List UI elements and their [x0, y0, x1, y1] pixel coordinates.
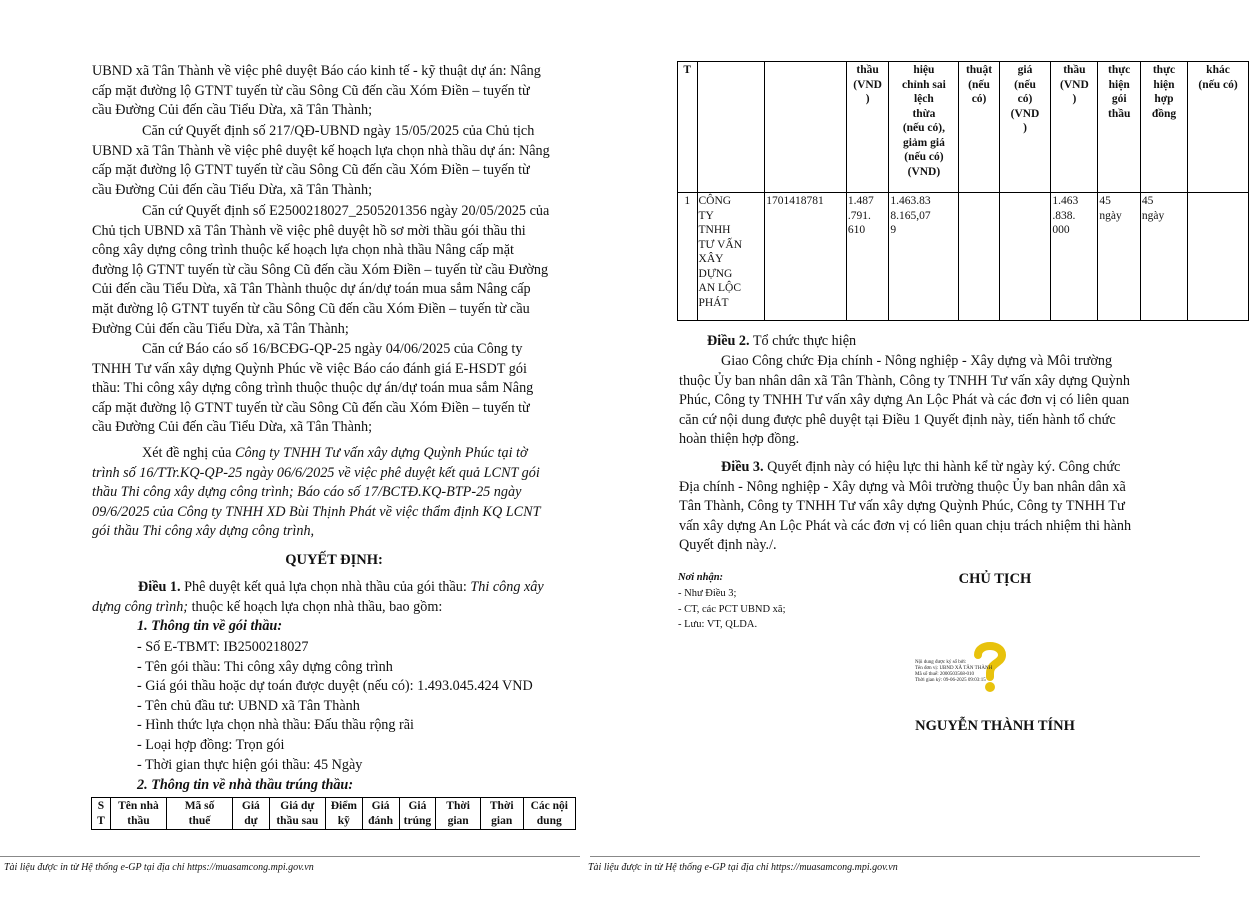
- text-line: hoàn thiện hợp đồng.: [679, 431, 800, 448]
- info-line: - Loại hợp đồng: Trọn gói: [137, 736, 285, 753]
- info-line: - Thời gian thực hiện gói thầu: 45 Ngày: [137, 756, 363, 773]
- table-cell: [999, 62, 1051, 193]
- article-1-label: Điều 1.: [138, 579, 181, 595]
- cell-line: thầu: [856, 64, 879, 76]
- cell-line: gian: [447, 814, 469, 827]
- cell-line: (nếu có): [904, 151, 944, 163]
- cell-line: (VND: [1010, 107, 1040, 120]
- cell-line: thầu: [1063, 64, 1086, 76]
- paragraph-basis-3: [92, 202, 576, 339]
- digital-signature-info: [915, 660, 992, 684]
- recipients-title: Nơi nhận:: [678, 572, 724, 583]
- cell-line: chỉnh sai: [902, 78, 946, 91]
- article-2-title: Tổ chức thực hiện: [749, 333, 857, 349]
- section-1-title: 1. Thông tin về gói thầu:: [137, 618, 283, 634]
- cell-line: thầu: [1107, 107, 1131, 120]
- text-line: căn cứ nội dung được phê duyệt tại Điều 1 Quyết định này, tiến hành tổ chức: [679, 411, 1116, 428]
- cell-line: Giá: [241, 800, 260, 812]
- cell-line: (nếu: [1014, 78, 1036, 91]
- cell-line: thực: [1152, 64, 1176, 76]
- signature-line: Mã số thuế: 2000503568-010: [915, 672, 975, 677]
- page-footer: Tài liệu được in từ Hệ thống e-GP tại địa chỉ https://muasamcong.mpi.gov.vn: [588, 862, 898, 873]
- cell-line: thầu sau: [276, 814, 319, 827]
- cell-line: 000: [1052, 224, 1070, 236]
- contractor-table-header: [91, 797, 576, 830]
- recipient-item: - Lưu: VT, QLDA.: [678, 619, 758, 630]
- signature-line: Thời gian ký: 09-06-2025 09:03:15: [915, 678, 986, 683]
- table-cell: [959, 62, 999, 193]
- table-cell: [1051, 62, 1098, 193]
- text-line: thầu Thi công xây dựng công trình; Báo cáo số 17/BCTĐ.KQ-BTP-25 ngày: [92, 484, 522, 501]
- cell-line: TƯ VẤN: [698, 238, 743, 251]
- cell-line: PHÁT: [698, 296, 729, 309]
- cell-line: thừa: [912, 107, 936, 120]
- table-cell: [678, 193, 698, 321]
- table-cell: [399, 798, 436, 830]
- cell-line: có): [971, 93, 987, 105]
- cell-line: Điểm: [330, 800, 357, 812]
- table-cell: [1098, 193, 1141, 321]
- bid-package-info: [137, 638, 577, 775]
- decision-title: QUYẾT ĐỊNH:: [285, 552, 383, 568]
- table-cell: [1051, 193, 1098, 321]
- cell-line: DỰNG: [698, 267, 733, 280]
- text-line: Quyết định này./.: [679, 537, 777, 554]
- table-cell: [233, 798, 270, 830]
- cell-line: ): [1072, 93, 1077, 105]
- table-cell: [110, 798, 166, 830]
- cell-line: Thời: [446, 800, 470, 812]
- cell-line: ): [1023, 122, 1027, 134]
- recipients-list: [678, 586, 786, 633]
- cell-line: Giá dự: [280, 800, 315, 812]
- table-cell: [436, 798, 481, 830]
- table-cell: [269, 798, 325, 830]
- text-line: Đường Củi đến cầu Tiểu Dừa, xã Tân Thành;: [92, 320, 349, 337]
- info-line: - Tên gói thầu: Thi công xây dựng công trình: [137, 658, 393, 675]
- cell-line: 1: [684, 195, 691, 207]
- cell-line: (nếu có): [1198, 78, 1238, 91]
- text-line: thầu: Thi công xây dựng công trình thuộc thuộc dự án/dự toán mua sắm Nâng: [92, 380, 534, 397]
- signature-line: Nội dung được ký số bởi:: [915, 660, 967, 665]
- text-line: trình số 16/TTr.KQ-QP-25 ngày 06/6/2025 về việc phê duyệt kết quả LCNT gói: [92, 464, 540, 481]
- table-cell: [889, 193, 959, 321]
- text-line: cầu Đường Củi đến cầu Tiểu Dừa, xã Tân Thành;: [92, 102, 373, 119]
- recipient-item: - Như Điều 3;: [678, 588, 737, 599]
- cell-line: T: [97, 814, 105, 827]
- info-line: - Số E-TBMT: IB2500218027: [137, 639, 309, 655]
- article-2: [707, 332, 1177, 352]
- page-footer: Tài liệu được in từ Hệ thống e-GP tại địa chỉ https://muasamcong.mpi.gov.vn: [4, 862, 314, 873]
- text-line: Căn cứ Quyết định số 217/QĐ-UBND ngày 15/05/2025 của Chủ tịch: [142, 123, 535, 139]
- table-cell: [480, 798, 523, 830]
- table-cell: [1140, 193, 1187, 321]
- text-line: Củi đến cầu Tiểu Dừa, xã Tân Thành thuộc dự án/dự toán mua sắm Nâng cấp: [92, 281, 531, 298]
- text-line: cầu Đường Củi đến cầu Tiểu Dừa, xã Tân Thành;: [92, 181, 373, 198]
- text-line: Địa chính - Nông nghiệp - Xây dựng và Môi trường thuộc Ủy ban nhân dân xã: [679, 478, 1126, 495]
- cell-line: (VND: [853, 78, 882, 91]
- cell-line: hiệu: [913, 64, 935, 76]
- text-line: Phúc, Công ty TNHH Tư vấn xây dựng An Lộc Phát và các đơn vị có liên quan: [679, 392, 1130, 409]
- info-line: - Hình thức lựa chọn nhà thầu: Đấu thầu rộng rãi: [137, 717, 414, 734]
- cell-line: lệch: [913, 93, 934, 105]
- article-3: [679, 458, 1179, 556]
- text-line: đường lộ GTNT tuyến từ cầu Sông Cũ đến cầu Xóm Điền – tuyến từ cầu Đường: [92, 261, 549, 278]
- text-line: Chủ tịch UBND xã Tân Thành về việc phê duyệt hồ sơ mời thầu gói thầu thi: [92, 222, 526, 239]
- article-1-italic: Thi công xây: [470, 579, 544, 595]
- cell-line: TNHH: [698, 224, 731, 236]
- table-cell: [167, 798, 233, 830]
- cell-line: hợp: [1154, 93, 1174, 105]
- cell-line: (nếu có),: [902, 122, 945, 134]
- cell-line: trúng: [403, 814, 432, 827]
- table-cell: [523, 798, 575, 830]
- table-cell: [92, 798, 111, 830]
- cell-line: .838.: [1052, 209, 1076, 222]
- cell-line: giảm giá: [902, 136, 945, 149]
- cell-line: ): [865, 93, 870, 105]
- cell-line: S: [97, 800, 105, 812]
- text-line: Quyết định này có hiệu lực thi hành kể từ ngày ký. Công chức: [763, 459, 1121, 475]
- cell-line: hiện: [1153, 78, 1175, 91]
- article-1-text: Phê duyệt kết quả lựa chọn nhà thầu của gói thầu:: [180, 579, 471, 595]
- text-line: gói thầu Thi công xây dựng công trình,: [92, 523, 315, 540]
- cell-line: gian: [491, 814, 513, 827]
- text-line: công xây dựng công trình thuộc kế hoạch lựa chọn nhà thầu Nâng cấp mặt: [92, 242, 514, 259]
- paragraph-basis-2: [92, 122, 576, 200]
- cell-line: dung: [536, 814, 562, 827]
- text-line: thuộc Ủy ban nhân dân xã Tân Thành, Công ty TNHH Tư vấn xây dựng Quỳnh: [679, 372, 1130, 389]
- right-page: [588, 0, 1238, 901]
- cell-line: Thời: [489, 800, 514, 812]
- table-cell: [1188, 62, 1249, 193]
- table-cell: [846, 62, 889, 193]
- contractor-table: [677, 61, 1249, 321]
- cell-line: 9: [890, 224, 897, 236]
- info-line: - Giá gói thầu hoặc dự toán được duyệt (nếu có): 1.493.045.424 VND: [137, 678, 533, 695]
- cell-line: ngày: [1099, 209, 1122, 222]
- text-line: Căn cứ Báo cáo số 16/BCĐG-QP-25 ngày 04/06/2025 của Công ty: [142, 341, 523, 357]
- text-line: 09/6/2025 của Công ty TNHH XD Bùi Thịnh Phát về việc thẩm định KQ LCNT: [92, 503, 541, 520]
- table-cell: [697, 193, 765, 321]
- cell-line: đồng: [1151, 107, 1177, 120]
- cell-line: Tên nhà: [118, 800, 159, 812]
- text-line: cấp mặt đường lộ GTNT tuyến từ cầu Sông Cũ đến cầu Xóm Điền – tuyến từ: [92, 82, 530, 99]
- cell-line: 1701418781: [766, 195, 824, 207]
- table-cell: [678, 62, 698, 193]
- cell-line: (nếu: [968, 78, 990, 91]
- table-cell: [889, 62, 959, 193]
- paragraph-basis-4: [92, 340, 576, 438]
- cell-line: CÔNG: [698, 195, 732, 207]
- text-line: Tân Thành, Công ty TNHH Tư vấn xây dựng Quỳnh Phúc, Công ty TNHH Tư: [679, 498, 1125, 515]
- cell-line: 8.165,07: [890, 209, 931, 222]
- text-line: cấp mặt đường lộ GTNT tuyến từ cầu Sông Cũ đến cầu Xóm Điền – tuyến từ: [92, 162, 530, 179]
- cell-line: dự: [244, 814, 258, 827]
- table-cell: [846, 193, 889, 321]
- info-line: - Tên chủ đầu tư: UBND xã Tân Thành: [137, 697, 360, 714]
- table-cell: [959, 193, 999, 321]
- table-cell: [999, 193, 1051, 321]
- proposal-lead: Xét đề nghị của: [142, 445, 235, 461]
- cell-line: Các nội: [530, 800, 568, 812]
- table-cell: [765, 62, 847, 193]
- cell-line: Giá: [408, 800, 427, 812]
- cell-line: kỹ: [337, 814, 350, 827]
- text-line: cấp mặt đường lộ GTNT tuyến từ cầu Sông Cũ đến cầu Xóm Điền – tuyến từ: [92, 399, 530, 416]
- cell-line: đánh: [368, 814, 394, 827]
- paragraph-basis-1: [92, 62, 576, 121]
- signer-title: CHỦ TỊCH: [958, 571, 1032, 587]
- cell-line: có): [1017, 93, 1033, 105]
- table-cell: [765, 193, 847, 321]
- text-line: UBND xã Tân Thành về việc phê duyệt kế hoạch lựa chọn nhà thầu dự án: Nâng: [92, 142, 550, 159]
- footer-divider: [0, 856, 580, 857]
- text-line: TNHH Tư vấn xây dựng Quỳnh Phúc về việc Báo cáo đánh giá E-HSDT gói: [92, 360, 527, 377]
- text-line: cầu Đường Củi đến cầu Tiểu Dừa, xã Tân Thành;: [92, 419, 373, 436]
- cell-line: thuế: [188, 814, 211, 827]
- article-2-body: [679, 352, 1179, 450]
- text-line: vấn xây dựng An Lộc Phát và các đơn vị có liên quan chịu trách nhiệm thi hành: [679, 517, 1132, 534]
- cell-line: 1.487: [847, 195, 874, 207]
- table-cell: [325, 798, 362, 830]
- cell-line: 1.463.83: [890, 195, 931, 207]
- article-1-text: thuộc kế hoạch lựa chọn nhà thầu, bao gồm:: [188, 598, 443, 615]
- recipient-item: - CT, các PCT UBND xã;: [678, 603, 786, 615]
- cell-line: ngày: [1141, 209, 1165, 222]
- signature-line: Tên đơn vị: UBND XÃ TÂN THÀNH: [915, 666, 993, 671]
- paragraph-proposal: [92, 444, 576, 542]
- cell-line: 610: [847, 224, 866, 236]
- cell-line: T: [683, 64, 692, 76]
- cell-line: AN LỘC: [698, 282, 742, 294]
- table-cell: [362, 798, 399, 830]
- cell-line: khác: [1206, 64, 1230, 76]
- cell-line: giá: [1017, 64, 1033, 76]
- cell-line: TY: [698, 209, 714, 222]
- cell-line: (VND: [1060, 78, 1089, 91]
- left-page: [0, 0, 590, 901]
- table-row: [678, 193, 1249, 321]
- cell-line: XÂY: [698, 253, 724, 265]
- text-line: mặt đường lộ GTNT tuyến từ cầu Sông Cũ đến cầu Xóm Điền – tuyến từ cầu: [92, 300, 530, 317]
- article-3-label: Điều 3.: [721, 459, 764, 475]
- section-2-title: 2. Thông tin về nhà thầu trúng thầu:: [137, 777, 354, 793]
- text-line: Giao Công chức Địa chính - Nông nghiệp - Xây dựng và Môi trường: [721, 353, 1113, 369]
- cell-line: .791.: [847, 209, 871, 222]
- cell-line: thuật: [965, 64, 993, 76]
- table-cell: [1188, 193, 1249, 321]
- text-line: UBND xã Tân Thành về việc phê duyệt Báo cáo kinh tế - kỹ thuật dự án: Nâng: [92, 63, 541, 79]
- table-cell: [1098, 62, 1141, 193]
- text-line: Công ty TNHH Tư vấn xây dựng Quỳnh Phúc tại tờ: [234, 445, 528, 461]
- cell-line: thực: [1108, 64, 1131, 76]
- cell-line: Mã số: [184, 800, 215, 812]
- cell-line: Giá: [371, 800, 390, 812]
- table-cell: [697, 62, 765, 193]
- signer-name: NGUYỄN THÀNH TÍNH: [915, 718, 1075, 734]
- article-1-italic: dựng công trình;: [92, 598, 189, 615]
- cell-line: gói: [1111, 93, 1127, 105]
- cell-line: 1.463: [1052, 195, 1079, 207]
- cell-line: thầu: [127, 814, 150, 827]
- text-line: Căn cứ Quyết định số E2500218027_2505201356 ngày 20/05/2025 của: [142, 203, 550, 219]
- cell-line: 45: [1141, 195, 1154, 207]
- cell-line: 45: [1099, 195, 1111, 207]
- table-cell: [1140, 62, 1187, 193]
- cell-line: (VND): [907, 165, 941, 178]
- article-1: [92, 578, 576, 617]
- article-2-label: Điều 2.: [707, 333, 750, 349]
- footer-divider: [590, 856, 1200, 857]
- cell-line: hiện: [1108, 78, 1130, 91]
